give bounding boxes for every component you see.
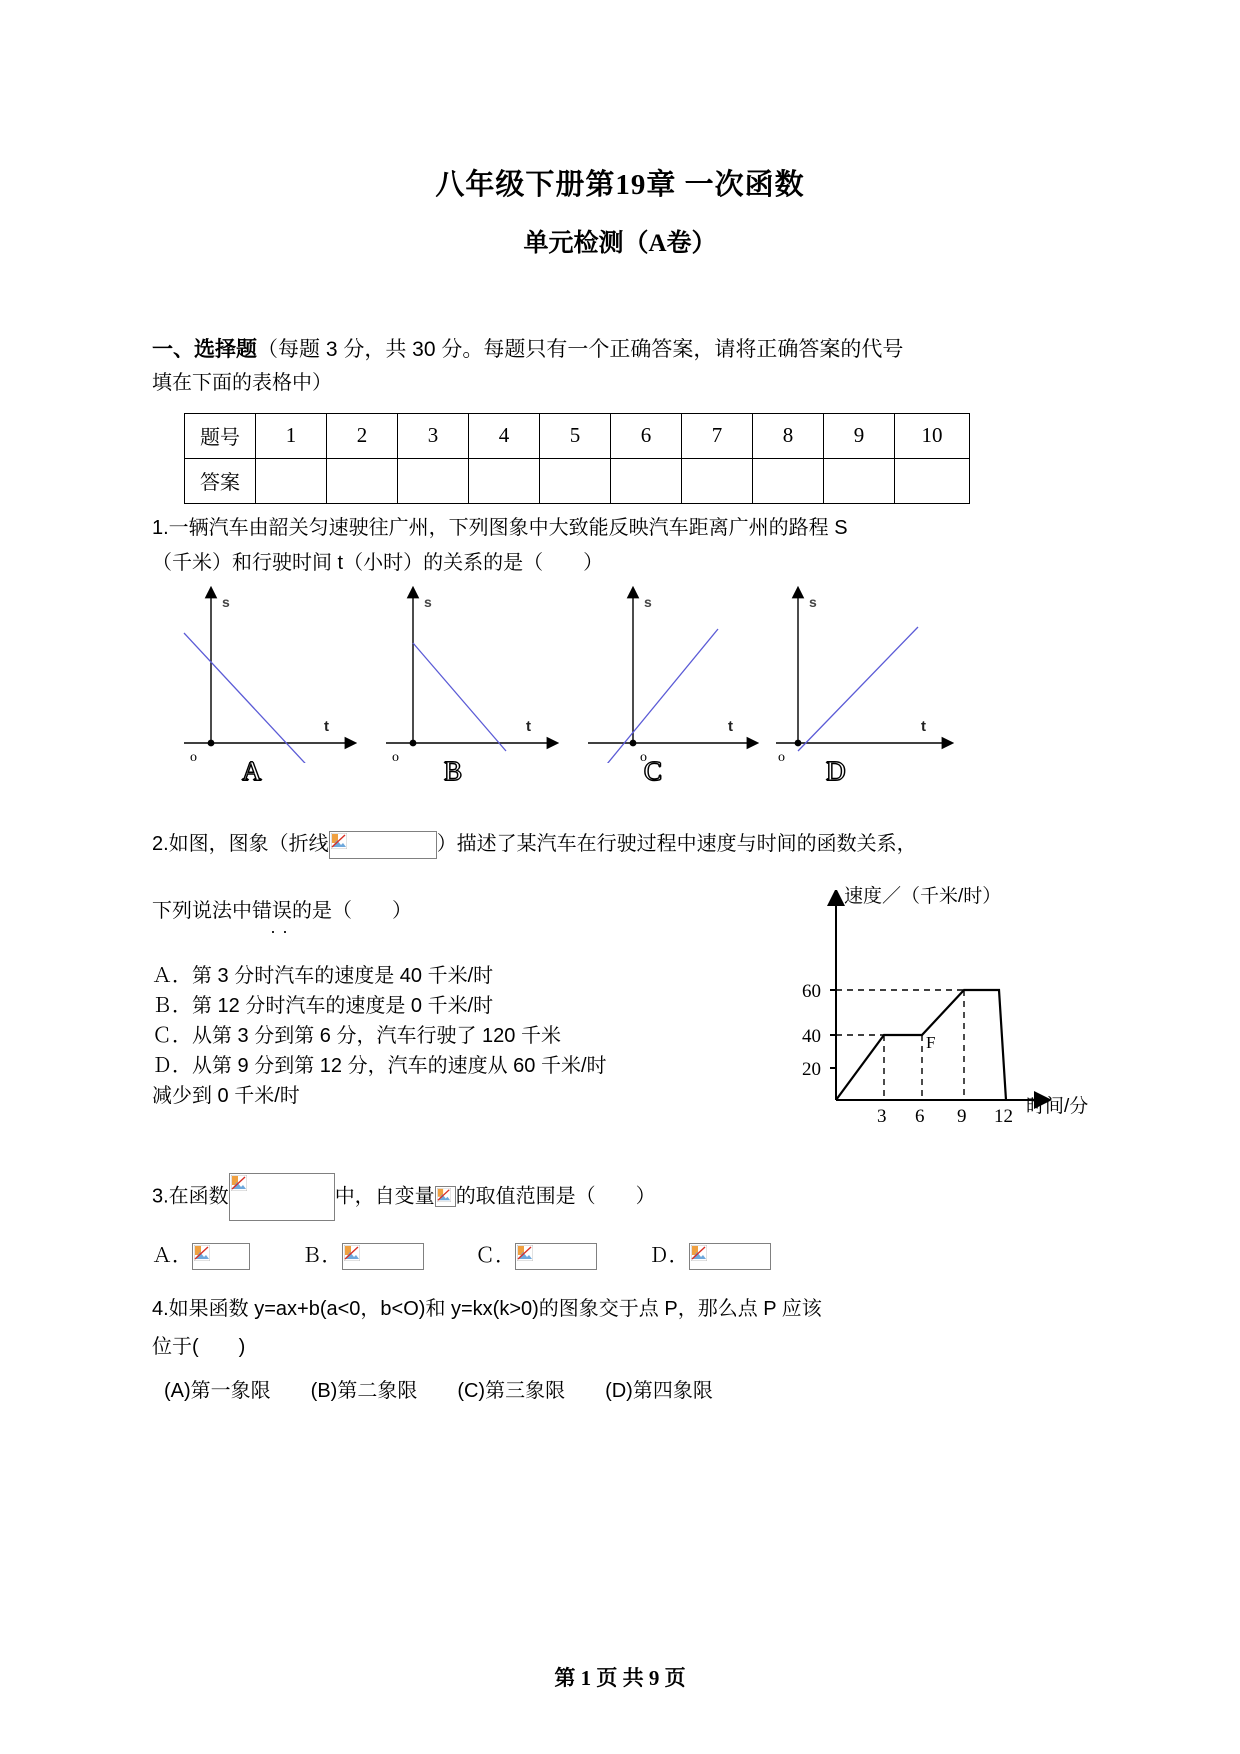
section-1-heading: [152, 331, 1090, 368]
ytick-60: 60: [802, 980, 821, 1002]
question-2-body: [152, 885, 1090, 1161]
question-number-cell: 9: [824, 413, 895, 458]
question-2-line-1: [152, 829, 1090, 860]
question-number-cell: 5: [540, 413, 611, 458]
section-1-title: 一、选择题: [152, 337, 257, 361]
question-4-line-1: 4.如果函数 y=ax+b(a<0，b<O)和 y=kx(k>0)的图象交于点 P，那么点 P 应该: [152, 1298, 822, 1321]
question-2-option-c[interactable]: Ｃ．从第 3 分到第 6 分，汽车行驶了 120 千米: [152, 1024, 561, 1047]
answer-cell[interactable]: [469, 458, 540, 503]
question-number-cell: 7: [682, 413, 753, 458]
svg-text:o: o: [640, 749, 647, 763]
question-3-text-b: 中，自变量: [334, 1185, 435, 1208]
xtick-12: 12: [994, 1105, 1013, 1127]
broken-image-placeholder[interactable]: [229, 1173, 335, 1221]
broken-image-placeholder[interactable]: [689, 1243, 771, 1270]
answer-cell[interactable]: [611, 458, 682, 503]
answer-cell[interactable]: [824, 458, 895, 503]
table-row-answers: [185, 458, 970, 503]
broken-image-placeholder[interactable]: [515, 1243, 597, 1270]
graph-label-b: B: [444, 755, 463, 786]
graph-c-svg: [578, 585, 768, 763]
question-number-cell: 6: [611, 413, 682, 458]
answer-cell[interactable]: [682, 458, 753, 503]
question-3-text-c: 的取值范围是（ ）: [455, 1185, 656, 1208]
table-row-question-numbers: [185, 413, 970, 458]
broken-image-icon: [194, 1245, 210, 1261]
question-3-option-d[interactable]: [649, 1239, 771, 1270]
svg-text:o: o: [190, 749, 197, 763]
section-1-heading-line2: 填在下面的表格中）: [152, 371, 332, 394]
page-subtitle: 单元检测（A卷）: [523, 229, 717, 257]
broken-image-icon: [517, 1245, 533, 1261]
question-number-cell: 3: [398, 413, 469, 458]
svg-text:s: s: [424, 593, 432, 610]
question-3-options: [152, 1239, 1090, 1270]
question-number-cell: 4: [469, 413, 540, 458]
answer-cell[interactable]: [327, 458, 398, 503]
question-2-option-b[interactable]: Ｂ．第 12 分时汽车的速度是 0 千米/时: [152, 994, 494, 1017]
answer-table: [184, 413, 970, 504]
svg-text:t: t: [526, 717, 531, 735]
answer-cell[interactable]: [540, 458, 611, 503]
section-1-instructions: （每题 3 分，共 30 分。每题只有一个正确答案，请将正确答案的代号: [257, 337, 904, 361]
option-d-label: Ｄ．: [648, 1244, 689, 1267]
answer-table-wrapper: [152, 413, 1090, 504]
graph-a-svg: [176, 585, 366, 763]
question-1-option-c-graph: [578, 585, 768, 785]
question-1-option-a-graph: [176, 585, 366, 785]
graph-label-c: C: [644, 755, 663, 786]
question-3-option-c[interactable]: [475, 1239, 597, 1270]
graph-label-d: D: [826, 755, 846, 786]
graph-d-svg: [768, 585, 958, 763]
question-2-option-d-cont: 减少到 0 千米/时: [152, 1084, 300, 1107]
graph-b-svg: [378, 585, 568, 763]
document-body: [0, 331, 1240, 1408]
svg-text:t: t: [728, 717, 733, 735]
svg-text:o: o: [778, 749, 785, 763]
question-number-cell: 8: [753, 413, 824, 458]
question-2-left-column: [152, 896, 772, 1111]
question-2-option-a[interactable]: Ａ．第 3 分时汽车的速度是 40 千米/时: [152, 964, 494, 987]
question-2-line-2: [152, 896, 772, 927]
ytick-20: 20: [802, 1058, 821, 1080]
chart-point-label-f: F: [926, 1032, 936, 1052]
svg-text:t: t: [324, 717, 329, 735]
question-4-line-2: 位于( ): [152, 1336, 246, 1359]
xtick-9: 9: [957, 1105, 967, 1127]
option-b-label: Ｂ．: [301, 1244, 342, 1267]
svg-text:s: s: [222, 593, 230, 610]
broken-image-placeholder[interactable]: [329, 831, 437, 859]
broken-image-icon: [344, 1245, 360, 1261]
broken-image-icon: [231, 1175, 247, 1191]
answer-cell[interactable]: [256, 458, 327, 503]
page-footer: 第 1 页 共 9 页: [554, 1666, 686, 1690]
question-1-option-d-graph: [768, 585, 958, 785]
question-number-cell: 10: [895, 413, 970, 458]
chart-ylabel: 速度／（千米/时）: [844, 885, 1002, 907]
svg-text:t: t: [921, 717, 926, 735]
broken-image-icon: [437, 1188, 451, 1202]
ytick-40: 40: [802, 1025, 821, 1047]
question-1-line-1: 1.一辆汽车由韶关匀速驶往广州，下列图象中大致能反映汽车距离广州的路程 S: [152, 516, 848, 539]
xtick-3: 3: [877, 1105, 887, 1127]
question-2-text-a: 2.如图，图象（折线: [152, 832, 329, 855]
svg-text:s: s: [809, 593, 817, 610]
question-1-option-b-graph: [378, 585, 568, 785]
answer-cell[interactable]: [398, 458, 469, 503]
question-3-text-a: 3.在函数: [152, 1185, 229, 1208]
question-4-options[interactable]: (A)第一象限 (B)第二象限 (C)第三象限 (D)第四象限: [164, 1380, 713, 1403]
row-label-question-number: 题号: [185, 413, 256, 458]
question-2-option-d[interactable]: Ｄ．从第 9 分到第 12 分，汽车的速度从 60 千米/时: [152, 1054, 607, 1077]
answer-cell[interactable]: [753, 458, 824, 503]
broken-image-placeholder[interactable]: [192, 1243, 250, 1270]
question-3-line: [152, 1173, 1090, 1221]
question-1-line-2: （千米）和行驶时间 t（小时）的关系的是（ ）: [152, 551, 604, 574]
broken-image-placeholder[interactable]: [435, 1186, 456, 1207]
chart-xlabel: 时间/分: [1026, 1095, 1089, 1117]
broken-image-icon: [331, 833, 347, 849]
svg-text:s: s: [644, 593, 652, 610]
xtick-6: 6: [915, 1105, 925, 1127]
question-2-line-2-text: 下列说法中错误的是（ ） ··: [152, 900, 412, 922]
question-2-text-b: ）描述了某汽车在行驶过程中速度与时间的函数关系，: [436, 832, 917, 855]
broken-image-placeholder[interactable]: [342, 1243, 424, 1270]
question-3-option-a[interactable]: [152, 1239, 250, 1270]
page-title: 八年级下册第19章 一次函数: [435, 169, 805, 201]
option-a-label: Ａ．: [152, 1244, 192, 1267]
question-1-graphs: [152, 585, 1090, 795]
question-3-option-b[interactable]: [302, 1239, 424, 1270]
question-2-chart: [774, 885, 1104, 1160]
broken-image-icon: [691, 1245, 707, 1261]
option-c-label: Ｃ．: [475, 1244, 516, 1267]
graph-label-a: A: [242, 755, 262, 786]
svg-text:o: o: [392, 749, 399, 763]
answer-cell[interactable]: [895, 458, 970, 503]
question-number-cell: 2: [327, 413, 398, 458]
row-label-answer: 答案: [185, 458, 256, 503]
question-number-cell: 1: [256, 413, 327, 458]
